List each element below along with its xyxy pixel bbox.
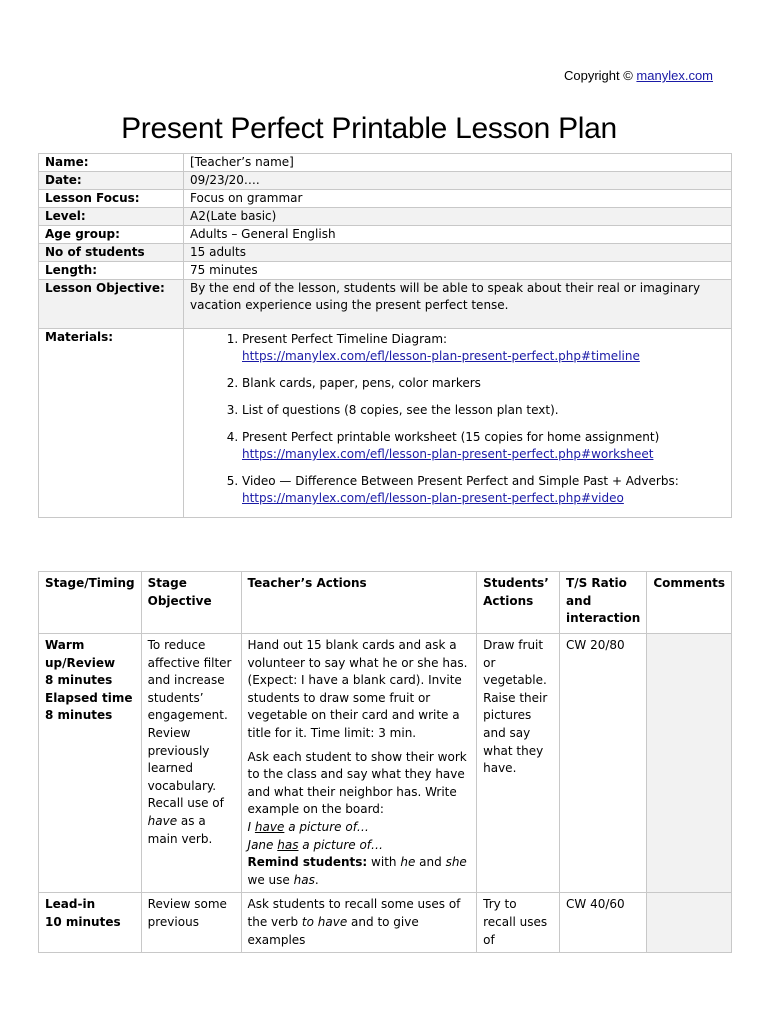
example-verb: have bbox=[254, 819, 285, 834]
teacher-action-text: and to give examples bbox=[247, 914, 419, 947]
objective-italic: have bbox=[147, 813, 178, 828]
stages-header-row bbox=[39, 572, 732, 634]
materials-item bbox=[242, 473, 725, 507]
materials-cell bbox=[184, 329, 732, 518]
info-row-length bbox=[39, 262, 732, 280]
header-comments: Comments bbox=[647, 572, 732, 634]
teacher-action-paragraph: Hand out 15 blank cards and ask a volunteer to say what he or she has. (Expect: I have a blank card). Invite students to draw some fruit or vegetable on their card and write a title for it. Time limit: 3 min. bbox=[247, 638, 468, 740]
lesson-info-table bbox=[38, 153, 732, 518]
comments-cell bbox=[647, 634, 732, 893]
objective-text: To reduce affective filter and increase students’ engagement. Review previously learned vocabulary. Recall use of bbox=[147, 638, 232, 811]
stage-elapsed: Elapsed time 8 minutes bbox=[45, 690, 133, 723]
stage-row-warmup bbox=[39, 634, 732, 893]
materials-item bbox=[242, 402, 725, 419]
stage-timing-cell bbox=[39, 634, 142, 893]
teacher-action-paragraph: Ask each student to show their work to the class and say what they have and what their neighbor has. Write example on the board: bbox=[247, 749, 467, 817]
remind-text: we use bbox=[247, 872, 290, 887]
header-students-actions: Students’ Actions bbox=[477, 572, 560, 634]
info-row-materials bbox=[39, 329, 732, 518]
ts-ratio-cell: CW 40/60 bbox=[560, 893, 647, 953]
ts-ratio-cell: CW 20/80 bbox=[560, 634, 647, 893]
materials-item-text: List of questions (8 copies, see the lesson plan text). bbox=[242, 403, 559, 417]
stage-objective-cell: Review some previous bbox=[141, 893, 241, 953]
remind-text: . bbox=[314, 872, 319, 887]
materials-item bbox=[242, 429, 725, 463]
materials-item-link[interactable]: https://manylex.com/efl/lesson-plan-present-perfect.php#worksheet bbox=[242, 447, 654, 461]
remind-note bbox=[248, 854, 471, 889]
info-row-level bbox=[39, 208, 732, 226]
header-teacher-actions: Teacher’s Actions bbox=[241, 572, 477, 634]
info-value: Focus on grammar bbox=[184, 190, 732, 208]
materials-item-text: Present Perfect Timeline Diagram: bbox=[242, 332, 448, 346]
info-value: By the end of the lesson, students will be able to speak about their real or imaginary vacation experience using the present perfect tense. bbox=[184, 280, 732, 329]
board-example-1 bbox=[248, 819, 471, 837]
objective-text: as a main verb. bbox=[147, 813, 213, 846]
info-label: Lesson Focus: bbox=[39, 190, 184, 208]
info-label: Lesson Objective: bbox=[39, 280, 184, 329]
lesson-stages-table bbox=[38, 571, 732, 953]
materials-item-text: Video — Difference Between Present Perfect and Simple Past + Adverbs: bbox=[242, 474, 679, 488]
stage-duration: 8 minutes bbox=[45, 673, 113, 688]
comments-cell bbox=[647, 893, 732, 953]
remind-text: and bbox=[419, 855, 442, 870]
info-value: [Teacher’s name] bbox=[184, 154, 732, 172]
stage-duration: 10 minutes bbox=[45, 914, 121, 929]
stage-row-leadin bbox=[39, 893, 732, 953]
teacher-action-italic: to have bbox=[301, 914, 348, 929]
info-row-students bbox=[39, 244, 732, 262]
copyright-notice bbox=[564, 68, 713, 83]
stage-timing-cell bbox=[39, 893, 142, 953]
example-text: Jane bbox=[247, 837, 274, 852]
materials-item bbox=[242, 331, 725, 365]
info-label: No of students bbox=[39, 244, 184, 262]
materials-list bbox=[190, 331, 725, 507]
info-label: Age group: bbox=[39, 226, 184, 244]
info-value: 09/23/20…. bbox=[184, 172, 732, 190]
materials-item bbox=[242, 375, 725, 392]
board-example-2 bbox=[248, 837, 471, 855]
info-row-name bbox=[39, 154, 732, 172]
header-stage-objective: Stage Objective bbox=[141, 572, 241, 634]
teacher-actions-cell bbox=[241, 893, 477, 953]
info-label: Name: bbox=[39, 154, 184, 172]
document-title: Present Perfect Printable Lesson Plan bbox=[121, 112, 617, 145]
info-label: Materials: bbox=[39, 329, 184, 518]
remind-italic: she bbox=[445, 855, 467, 870]
remind-text: with bbox=[371, 855, 397, 870]
stage-name: Warm up/Review bbox=[45, 638, 116, 670]
example-text: a picture of… bbox=[302, 837, 384, 852]
info-label: Length: bbox=[39, 262, 184, 280]
example-text: a picture of… bbox=[288, 819, 369, 834]
remind-label: Remind students: bbox=[247, 855, 368, 870]
copyright-link[interactable]: manylex.com bbox=[636, 68, 713, 83]
materials-item-link[interactable]: https://manylex.com/efl/lesson-plan-present-perfect.php#video bbox=[242, 491, 624, 505]
students-actions-cell: Try to recall uses of bbox=[477, 893, 560, 953]
teacher-action-text: Ask students to recall some uses of the verb bbox=[247, 897, 461, 929]
remind-italic: has bbox=[293, 872, 315, 887]
header-stage-timing: Stage/Timing bbox=[39, 572, 142, 634]
info-value: Adults – General English bbox=[184, 226, 732, 244]
info-label: Date: bbox=[39, 172, 184, 190]
stage-objective-cell bbox=[141, 634, 241, 893]
teacher-actions-cell bbox=[241, 634, 477, 893]
info-value: 15 adults bbox=[184, 244, 732, 262]
materials-item-link[interactable]: https://manylex.com/efl/lesson-plan-present-perfect.php#timeline bbox=[242, 349, 640, 363]
stage-name: Lead-in bbox=[45, 897, 96, 912]
info-row-age-group bbox=[39, 226, 732, 244]
remind-italic: he bbox=[400, 855, 416, 870]
copyright-prefix: Copyright © bbox=[563, 68, 633, 83]
students-actions-cell: Draw fruit or vegetable. Raise their pictures and say what they have. bbox=[477, 634, 560, 893]
info-row-focus bbox=[39, 190, 732, 208]
example-text: I bbox=[247, 819, 252, 834]
example-verb: has bbox=[277, 837, 299, 852]
header-ts-ratio: T/S Ratio and interaction bbox=[560, 572, 647, 634]
info-value: 75 minutes bbox=[184, 262, 732, 280]
materials-item-text: Present Perfect printable worksheet (15 copies for home assignment) bbox=[242, 430, 660, 444]
info-label: Level: bbox=[39, 208, 184, 226]
info-row-objective bbox=[39, 280, 732, 329]
info-value: A2(Late basic) bbox=[184, 208, 732, 226]
info-row-date bbox=[39, 172, 732, 190]
materials-item-text: Blank cards, paper, pens, color markers bbox=[242, 376, 481, 390]
